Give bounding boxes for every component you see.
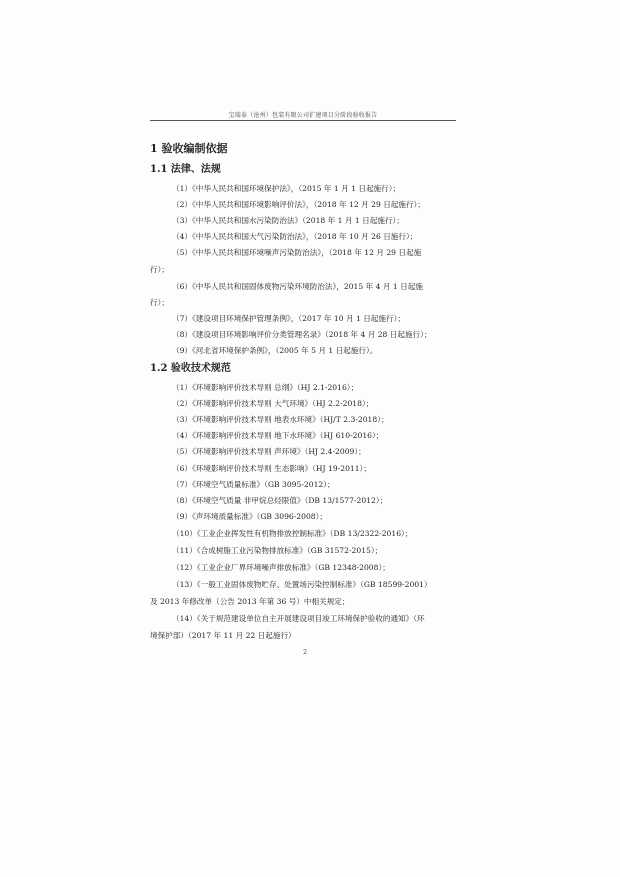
spec-item: （6）《环境影响评价技术导则 生态影响》（HJ 19-2011）； (172, 464, 371, 473)
running-header: 宝瑞泰（沧州）包装有限公司扩建项目分阶段验收报告 (228, 112, 378, 119)
law-item: （8）《建设项目环境影响评价分类管理名录》（2018 年 4 月 28 日起施行）； (172, 330, 432, 339)
law-item: （5）《中华人民共和国环境噪声污染防治法》，（2018 年 12 月 29 日起施 (172, 248, 422, 257)
spec-item: （3）《环境影响评价技术导则 地表水环境》（HJ/T 2.3-2018）； (172, 415, 389, 424)
law-item: （4）《中华人民共和国大气污染防治法》，（2018 年 10 月 26 日施行）； (172, 232, 418, 241)
law-item-continuation: 行）； (150, 298, 169, 307)
subsection-heading-specs: 1.2 验收技术规范 (150, 363, 231, 374)
spec-item: （8）《环境空气质量 非甲烷总烃限值》（DB 13/1577-2012）； (172, 496, 388, 505)
law-item: （6）《中华人民共和国固体废物污染环境防治法》，2015 年 4 月 1 日起施 (172, 282, 423, 291)
spec-item: （11）《合成树脂工业污染物排放标准》（GB 31572-2015）； (172, 546, 383, 555)
law-item: （9）《河北省环境保护条例》，（2005 年 5 月 1 日起施行）。 (172, 346, 378, 355)
spec-item: （1）《环境影响评价技术导则 总纲》（HJ 2.1-2016）； (172, 383, 359, 392)
spec-item: （2）《环境影响评价技术导则 大气环境》（HJ 2.2-2018）； (172, 399, 374, 408)
spec-item-continuation: 境保护部）（2017 年 11 月 22 日起施行） (150, 631, 296, 640)
spec-item: （7）《环境空气质量标准》（GB 3095-2012）； (172, 480, 335, 489)
section-heading: 1 验收编制依据 (150, 142, 228, 155)
law-item: （2）《中华人民共和国环境影响评价法》，（2018 年 12 月 29 日起施行）； (172, 200, 425, 209)
subsection-heading-laws: 1.1 法律、法规 (150, 164, 221, 175)
spec-item: （10）《工业企业挥发性有机物排放控制标准》（DB 13/2322-2016）； (172, 529, 413, 538)
law-item-continuation: 行）； (150, 265, 169, 274)
spec-item: （5）《环境影响评价技术导则 声环境》（HJ 2.4-2009）； (172, 447, 366, 456)
header-rule (150, 120, 456, 121)
law-item: （7）《建设项目环境保护管理条例》，（2017 年 10 月 1 日起施行）； (172, 314, 405, 323)
spec-item-continuation: 及 2013 年修改单（公告 2013 年第 36 号）中相关规定； (150, 597, 350, 606)
spec-item: （14）《关于规范建设单位自主开展建设项目竣工环境保护验收的通知》（环 (172, 614, 425, 623)
law-item: （3）《中华人民共和国水污染防治法》（2018 年 1 月 1 日起施行）； (172, 216, 404, 225)
law-item: （1）《中华人民共和国环境保护法》，（2015 年 1 月 1 日起施行）； (172, 184, 401, 193)
spec-item: （4）《环境影响评价技术导则 地下水环境》（HJ 610-2016）； (172, 431, 384, 440)
spec-item: （12）《工业企业厂界环境噪声排放标准》（GB 12348-2008）； (172, 563, 390, 572)
spec-item: （9）《声环境质量标准》（GB 3096-2008）； (172, 512, 328, 521)
spec-item: （13）《一般工业固体废物贮存、处置场污染控制标准》（GB 18599-2001） (172, 580, 432, 589)
page-number: 2 (303, 649, 307, 656)
